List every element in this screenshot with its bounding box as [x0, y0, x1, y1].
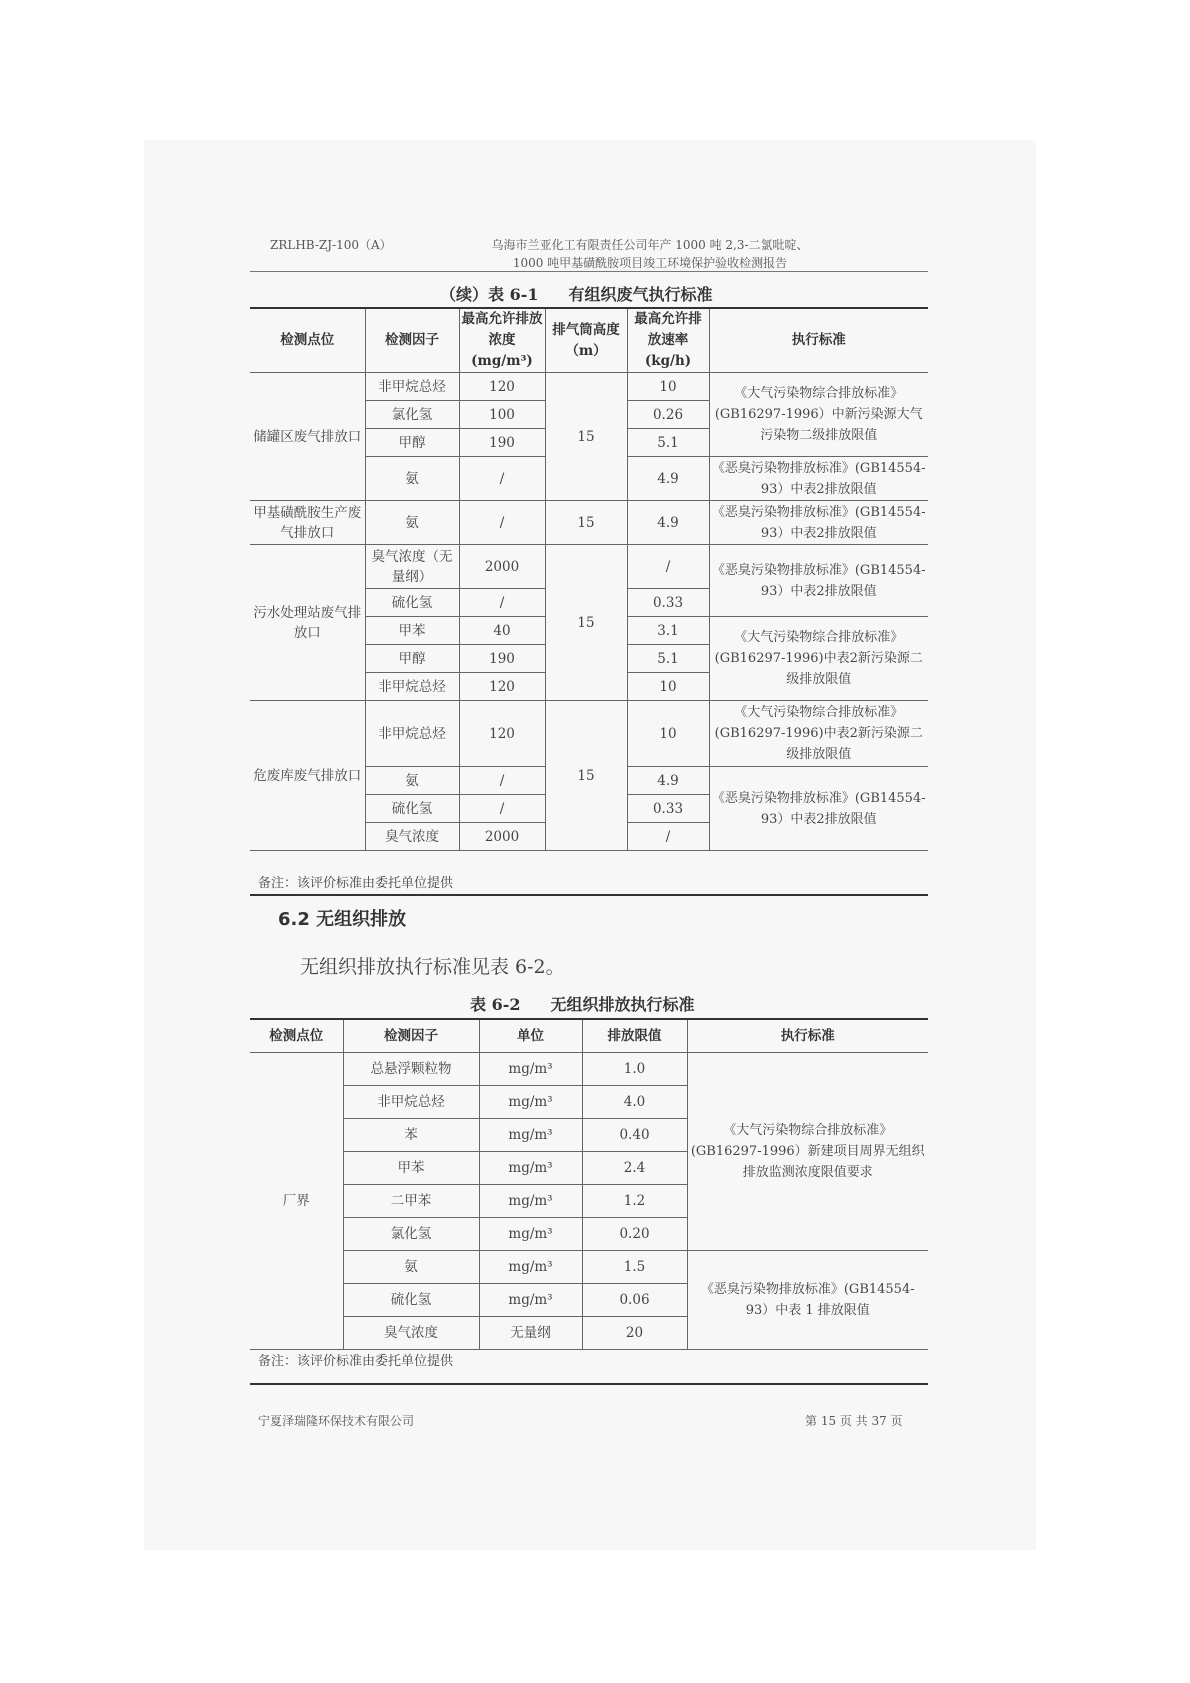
- th-standard: 执行标准: [709, 308, 928, 373]
- th-unit: 单位: [479, 1019, 582, 1052]
- factor-cell: 氨: [365, 457, 459, 501]
- standard-cell: 《恶臭污染物排放标准》(GB14554-93）中表2排放限值: [709, 457, 928, 501]
- table-row: [250, 1052, 928, 1085]
- table-row: [250, 373, 928, 401]
- standard-cell: 《大气污染物综合排放标准》(GB16297-1996)中表2新污染源二级排放限值: [709, 701, 928, 767]
- concentration-cell: 40: [459, 617, 545, 645]
- factor-cell: 臭气浓度: [365, 823, 459, 851]
- concentration-cell: 120: [459, 701, 545, 767]
- report-code: ZRLHB-ZJ-100（A）: [270, 238, 392, 252]
- table2-bottom-rule: [250, 1383, 928, 1385]
- rate-cell: 10: [627, 673, 709, 701]
- th-stack-height: 排气筒高度（m）: [545, 308, 627, 373]
- concentration-cell: /: [459, 457, 545, 501]
- header-rule: [250, 271, 928, 272]
- table2-caption-number: 表 6-2: [470, 995, 521, 1014]
- report-title-line2: 1000 吨甲基磺酰胺项目竣工环境保护验收检测报告: [512, 256, 788, 270]
- factor-cell: 非甲烷总烃: [365, 701, 459, 767]
- rate-cell: 10: [627, 373, 709, 401]
- factor-cell: 苯: [343, 1118, 479, 1151]
- limit-cell: 20: [582, 1316, 687, 1349]
- limit-cell: 1.0: [582, 1052, 687, 1085]
- concentration-cell: /: [459, 589, 545, 617]
- concentration-cell: 190: [459, 645, 545, 673]
- factor-cell: 氨: [365, 767, 459, 795]
- report-title-line1: 乌海市兰亚化工有限责任公司年产 1000 吨 2,3-二氯吡啶、: [491, 238, 809, 252]
- factor-cell: 甲醇: [365, 429, 459, 457]
- rate-cell: 5.1: [627, 429, 709, 457]
- unit-cell: mg/m³: [479, 1085, 582, 1118]
- standard-cell: 《恶臭污染物排放标准》(GB14554-93）中表 1 排放限值: [687, 1250, 928, 1349]
- unit-cell: mg/m³: [479, 1118, 582, 1151]
- table2-fugitive-emission: [250, 1018, 928, 1350]
- table-row: [250, 501, 928, 545]
- unit-cell: mg/m³: [479, 1052, 582, 1085]
- table1-organized-emission: [250, 307, 928, 851]
- factor-cell: 氨: [365, 501, 459, 545]
- th-factor: 检测因子: [343, 1019, 479, 1052]
- unit-cell: 无量纲: [479, 1316, 582, 1349]
- factor-cell: 甲醇: [365, 645, 459, 673]
- factor-cell: 氯化氢: [365, 401, 459, 429]
- rate-cell: /: [627, 823, 709, 851]
- table1-header-row: [250, 308, 928, 373]
- report-title: [440, 236, 860, 272]
- unit-cell: mg/m³: [479, 1151, 582, 1184]
- unit-cell: mg/m³: [479, 1250, 582, 1283]
- table1-caption-number: （续）表 6-1: [440, 285, 539, 304]
- th-location: 检测点位: [250, 1019, 343, 1052]
- rate-cell: 3.1: [627, 617, 709, 645]
- limit-cell: 1.2: [582, 1184, 687, 1217]
- concentration-cell: /: [459, 767, 545, 795]
- limit-cell: 0.06: [582, 1283, 687, 1316]
- th-factor: 检测因子: [365, 308, 459, 373]
- table2-header-row: [250, 1019, 928, 1052]
- table-row: [250, 701, 928, 767]
- table2-caption: [470, 992, 695, 1015]
- height-cell: 15: [545, 501, 627, 545]
- factor-cell: 硫化氢: [365, 589, 459, 617]
- factor-cell: 二甲苯: [343, 1184, 479, 1217]
- rate-cell: 4.9: [627, 767, 709, 795]
- factor-cell: 氨: [343, 1250, 479, 1283]
- height-cell: 15: [545, 701, 627, 851]
- concentration-cell: /: [459, 501, 545, 545]
- table1-caption: [440, 282, 713, 305]
- section-paragraph: 无组织排放执行标准见表 6-2。: [300, 956, 565, 978]
- table1-bottom-rule: [250, 894, 928, 896]
- rate-cell: 10: [627, 701, 709, 767]
- factor-cell: 非甲烷总烃: [343, 1085, 479, 1118]
- th-limit: 排放限值: [582, 1019, 687, 1052]
- factor-cell: 非甲烷总烃: [365, 373, 459, 401]
- location-cell: 储罐区废气排放口: [250, 373, 365, 501]
- height-cell: 15: [545, 373, 627, 501]
- rate-cell: 4.9: [627, 501, 709, 545]
- limit-cell: 1.5: [582, 1250, 687, 1283]
- standard-cell: 《大气污染物综合排放标准》(GB16297-1996）新建项目周界无组织排放监测浓度限值要求: [687, 1052, 928, 1250]
- table1-note: 备注：该评价标准由委托单位提供: [258, 876, 454, 891]
- table2-caption-title: 无组织排放执行标准: [550, 995, 695, 1014]
- rate-cell: 0.33: [627, 589, 709, 617]
- rate-cell: 0.26: [627, 401, 709, 429]
- table-row: [250, 545, 928, 589]
- location-cell: 甲基磺酰胺生产废气排放口: [250, 501, 365, 545]
- standard-cell: 《恶臭污染物排放标准》(GB14554-93）中表2排放限值: [709, 501, 928, 545]
- rate-cell: 4.9: [627, 457, 709, 501]
- concentration-cell: 190: [459, 429, 545, 457]
- factor-cell: 硫化氢: [343, 1283, 479, 1316]
- standard-cell: 《大气污染物综合排放标准》(GB16297-1996)中表2新污染源二级排放限值: [709, 617, 928, 701]
- rate-cell: /: [627, 545, 709, 589]
- table1-caption-title: 有组织废气执行标准: [568, 285, 713, 304]
- footer-page-number: 第 15 页 共 37 页: [805, 1414, 903, 1428]
- th-standard: 执行标准: [687, 1019, 928, 1052]
- factor-cell: 硫化氢: [365, 795, 459, 823]
- location-cell: 污水处理站废气排放口: [250, 545, 365, 701]
- location-cell: 危废库废气排放口: [250, 701, 365, 851]
- concentration-cell: /: [459, 795, 545, 823]
- height-cell: 15: [545, 545, 627, 701]
- factor-cell: 甲苯: [343, 1151, 479, 1184]
- th-max-rate: 最高允许排放速率(kg/h): [627, 308, 709, 373]
- section-title: 6.2 无组织排放: [278, 909, 407, 930]
- factor-cell: 总悬浮颗粒物: [343, 1052, 479, 1085]
- factor-cell: 臭气浓度: [343, 1316, 479, 1349]
- unit-cell: mg/m³: [479, 1184, 582, 1217]
- unit-cell: mg/m³: [479, 1217, 582, 1250]
- limit-cell: 2.4: [582, 1151, 687, 1184]
- unit-cell: mg/m³: [479, 1283, 582, 1316]
- limit-cell: 4.0: [582, 1085, 687, 1118]
- factor-cell: 氯化氢: [343, 1217, 479, 1250]
- rate-cell: 5.1: [627, 645, 709, 673]
- th-location: 检测点位: [250, 308, 365, 373]
- limit-cell: 0.20: [582, 1217, 687, 1250]
- factor-cell: 臭气浓度（无量纲）: [365, 545, 459, 589]
- limit-cell: 0.40: [582, 1118, 687, 1151]
- concentration-cell: 120: [459, 373, 545, 401]
- rate-cell: 0.33: [627, 795, 709, 823]
- th-max-concentration: 最高允许排放浓度(mg/m³): [459, 308, 545, 373]
- concentration-cell: 120: [459, 673, 545, 701]
- concentration-cell: 2000: [459, 823, 545, 851]
- factor-cell: 非甲烷总烃: [365, 673, 459, 701]
- standard-cell: 《恶臭污染物排放标准》(GB14554-93）中表2排放限值: [709, 545, 928, 617]
- standard-cell: 《恶臭污染物排放标准》(GB14554-93）中表2排放限值: [709, 767, 928, 851]
- footer-company: 宁夏泽瑞隆环保技术有限公司: [258, 1414, 415, 1428]
- concentration-cell: 2000: [459, 545, 545, 589]
- factor-cell: 甲苯: [365, 617, 459, 645]
- location-cell: 厂界: [250, 1052, 343, 1349]
- table2-note: 备注：该评价标准由委托单位提供: [258, 1354, 454, 1369]
- concentration-cell: 100: [459, 401, 545, 429]
- standard-cell: 《大气污染物综合排放标准》(GB16297-1996）中新污染源大气污染物二级排放限值: [709, 373, 928, 457]
- table-row: [250, 1250, 928, 1283]
